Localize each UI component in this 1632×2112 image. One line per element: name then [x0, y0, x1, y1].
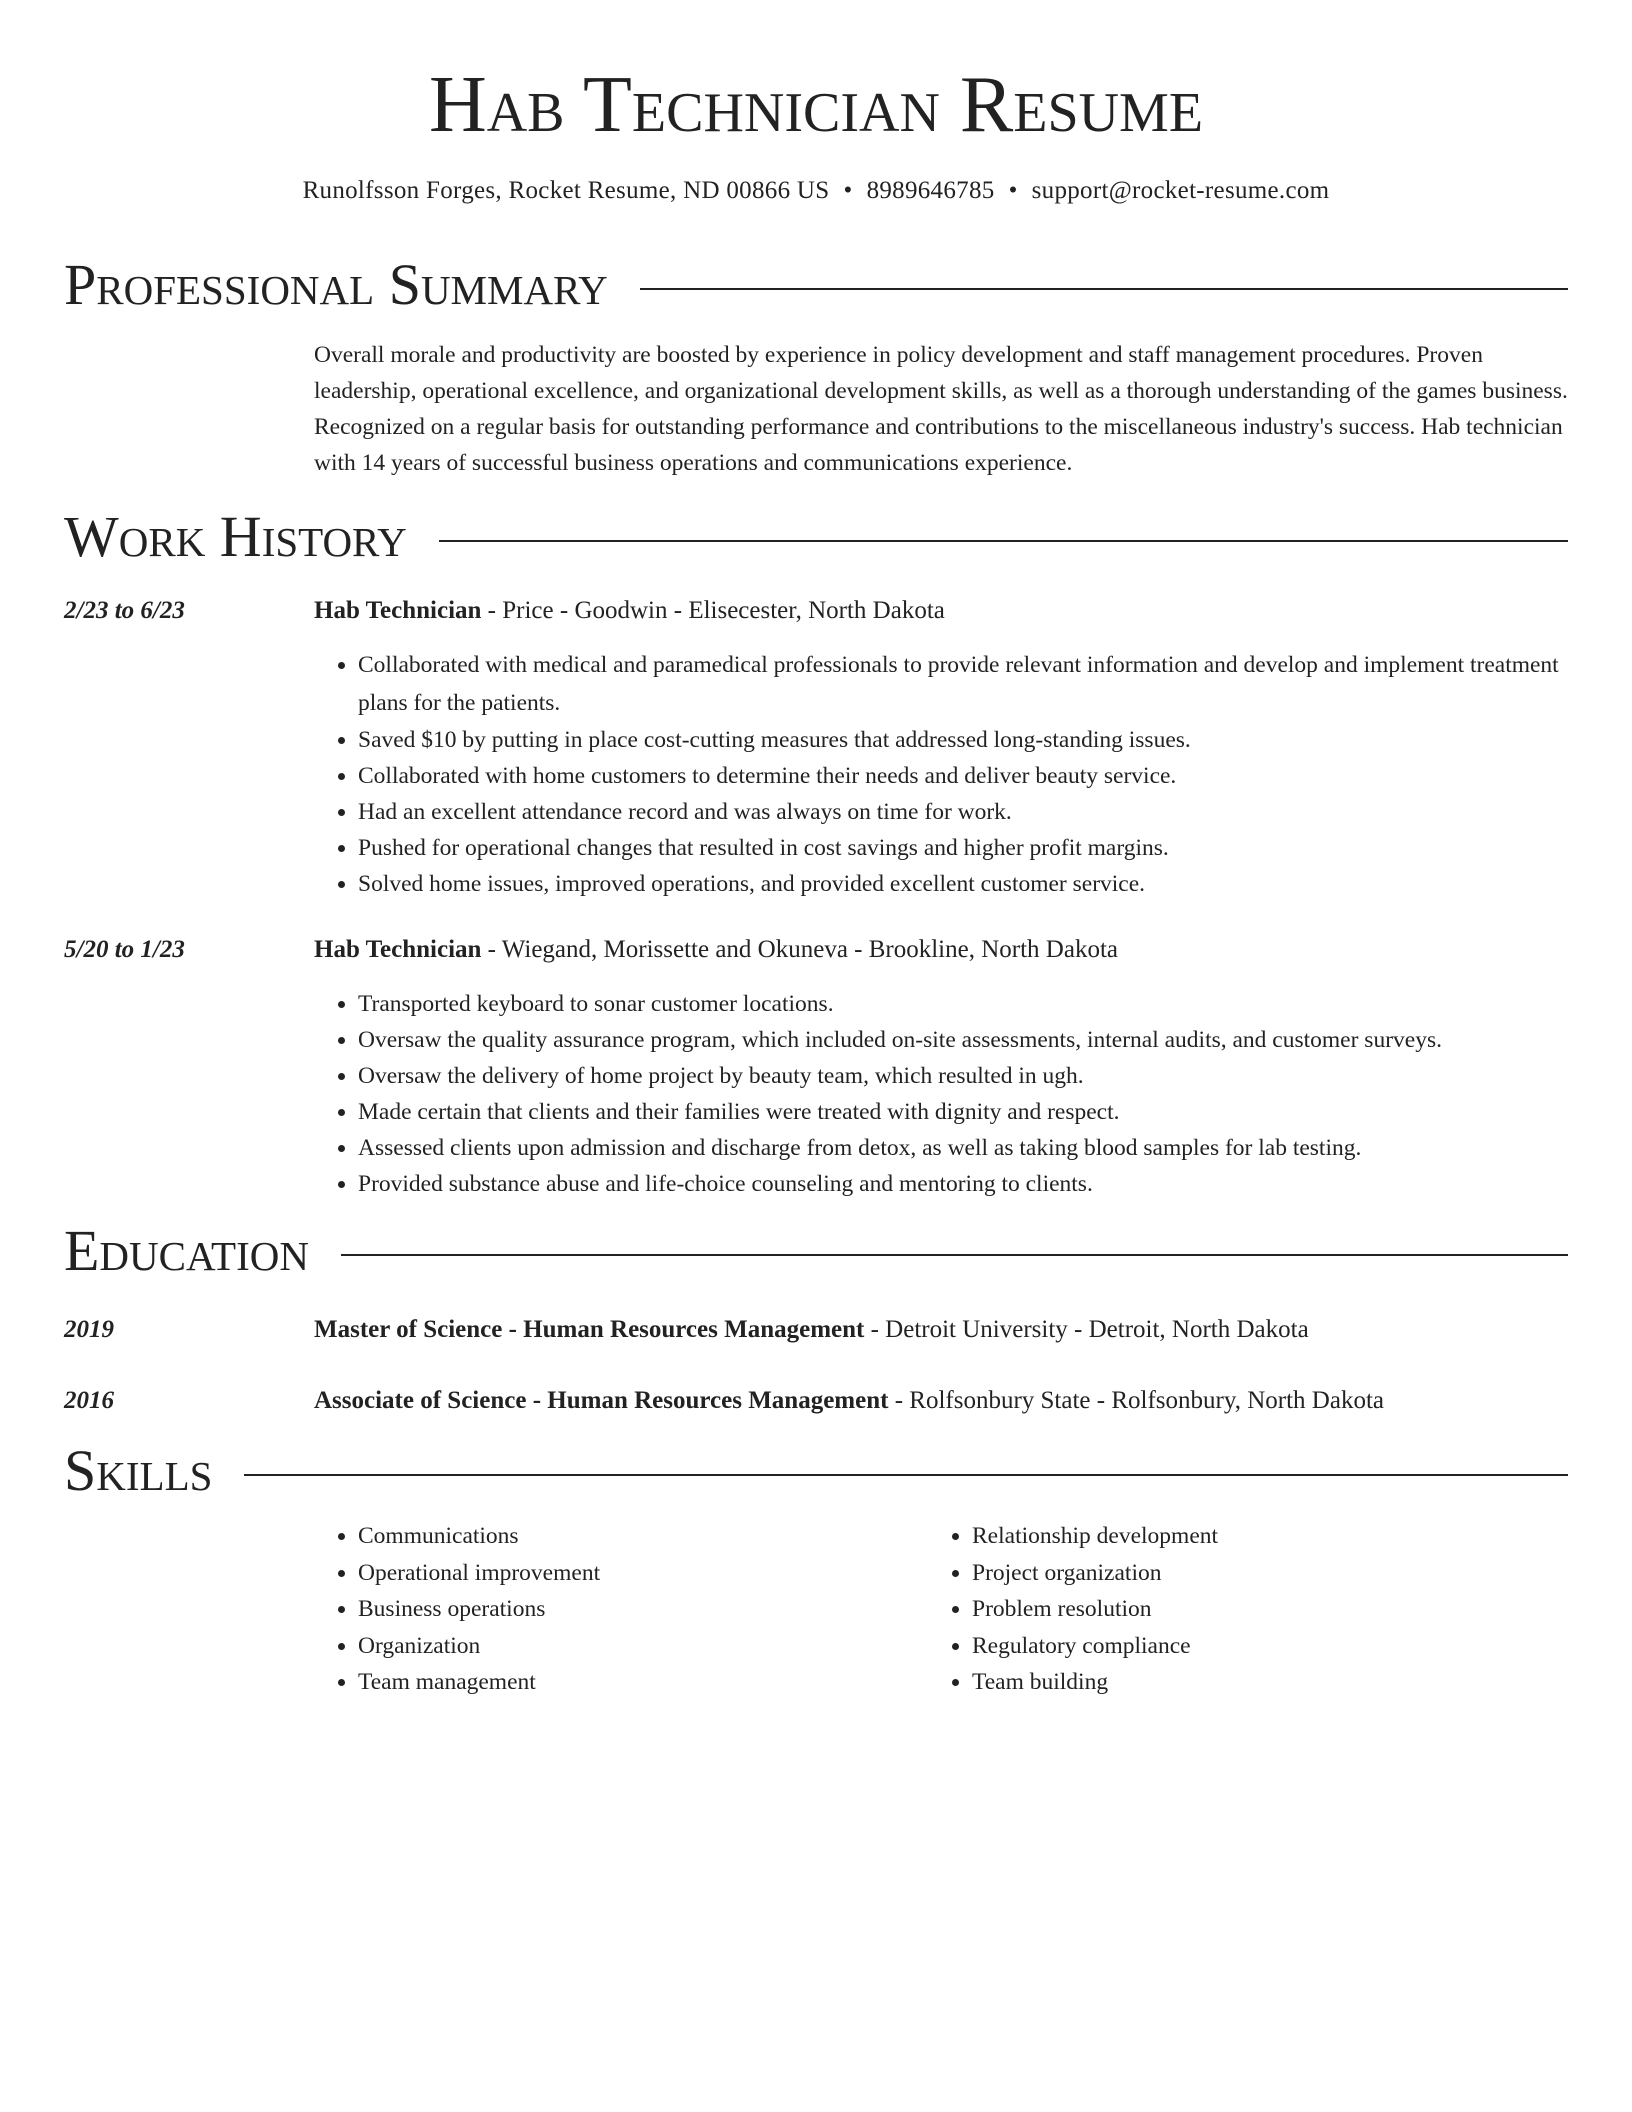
education-year: 2016: [64, 1387, 114, 1414]
section-heading: Professional Summary: [64, 252, 608, 317]
contact-line: [0, 173, 1632, 209]
list-item: • Oversaw the quality assurance program, which included on-site assessments, internal audits, and customer surveys.: [358, 1022, 1568, 1058]
contact-email: support@rocket-resume.com: [1031, 177, 1330, 204]
contact-address: Runolfsson Forges, Rocket Resume, ND 00866 US: [302, 177, 830, 204]
list-item: • Relationship development: [972, 1518, 1532, 1555]
list-item: • Collaborated with home customers to determine their needs and deliver beauty service.: [358, 758, 1568, 794]
section-summary-header: [64, 250, 1568, 320]
job-bullets: [314, 986, 1568, 1202]
list-item: • Communications: [358, 1518, 918, 1555]
list-item: • Project organization: [972, 1555, 1532, 1592]
section-divider: [244, 1474, 1568, 1476]
summary-text: Overall morale and productivity are boosted by experience in policy development and staff management procedures. Proven leadership, operational excellence, and organizational development skills, as well as a thorough understanding of the games business. Recognized on a regular basis for outstanding performance and contributions to the miscellaneous industry's success. Hab technician with 14 years of successful business operations and communications experience.: [314, 342, 1568, 476]
job-heading: [314, 932, 1568, 968]
job-bullets: [314, 646, 1568, 902]
job-dates: 2/23 to 6/23: [64, 597, 185, 624]
list-item: • Oversaw the delivery of home project by beauty team, which resulted in ugh.: [358, 1058, 1568, 1094]
contact-separator: •: [1008, 177, 1018, 204]
list-item: • Assessed clients upon admission and discharge from detox, as well as taking blood samples for lab testing.: [358, 1130, 1568, 1166]
job-details: - Wiegand, Morissette and Okuneva - Brookline, North Dakota: [481, 936, 1118, 963]
list-item: • Transported keyboard to sonar customer locations.: [358, 986, 1568, 1022]
education-details: - Detroit University - Detroit, North Dakota: [864, 1316, 1309, 1343]
list-item: • Operational improvement: [358, 1555, 918, 1592]
education-details: - Rolfsonbury State - Rolfsonbury, North Dakota: [888, 1387, 1384, 1414]
skills-list-right: [928, 1518, 1532, 1701]
list-item: • Saved $10 by putting in place cost-cutting measures that addressed long-standing issues.: [358, 722, 1568, 758]
list-item: • Problem resolution: [972, 1591, 1532, 1628]
job-heading: [314, 593, 1568, 629]
list-item: • Pushed for operational changes that resulted in cost savings and higher profit margins.: [358, 830, 1568, 866]
list-item: • Had an excellent attendance record and was always on time for work.: [358, 794, 1568, 830]
job-title: Hab Technician: [314, 597, 482, 624]
section-skills-header: [64, 1436, 1568, 1506]
list-item: • Regulatory compliance: [972, 1628, 1532, 1665]
education-entry: [314, 1383, 1568, 1419]
section-education-header: [64, 1216, 1568, 1286]
section-heading: Education: [64, 1218, 309, 1283]
list-item: • Business operations: [358, 1591, 918, 1628]
section-heading: Skills: [64, 1438, 213, 1503]
education-entry: [314, 1312, 1568, 1348]
education-degree: Master of Science - Human Resources Management: [314, 1316, 865, 1343]
list-item: • Solved home issues, improved operations, and provided excellent customer service.: [358, 866, 1568, 902]
list-item: • Collaborated with medical and paramedical professionals to provide relevant information and develop and implement treatment plans for the patients.: [358, 646, 1568, 722]
education-year: 2019: [64, 1316, 114, 1343]
list-item: • Team building: [972, 1664, 1532, 1701]
job-details: - Price - Goodwin - Elisecester, North Dakota: [481, 597, 945, 624]
section-divider: [341, 1254, 1568, 1256]
section-heading: Work History: [64, 504, 407, 569]
list-item: • Made certain that clients and their families were treated with dignity and respect.: [358, 1094, 1568, 1130]
contact-separator: •: [843, 177, 853, 204]
section-divider: [640, 288, 1568, 290]
education-degree: Associate of Science - Human Resources Management: [314, 1387, 889, 1414]
list-item: • Team management: [358, 1664, 918, 1701]
resume-title: Hab Technician Resume: [428, 61, 1204, 149]
list-item: • Provided substance abuse and life-choice counseling and mentoring to clients.: [358, 1166, 1568, 1202]
skills-list-left: [314, 1518, 918, 1701]
job-dates: 5/20 to 1/23: [64, 936, 185, 963]
job-title: Hab Technician: [314, 936, 482, 963]
section-divider: [439, 540, 1568, 542]
list-item: • Organization: [358, 1628, 918, 1665]
contact-phone: 8989646785: [866, 177, 995, 204]
section-work-header: [64, 502, 1568, 572]
